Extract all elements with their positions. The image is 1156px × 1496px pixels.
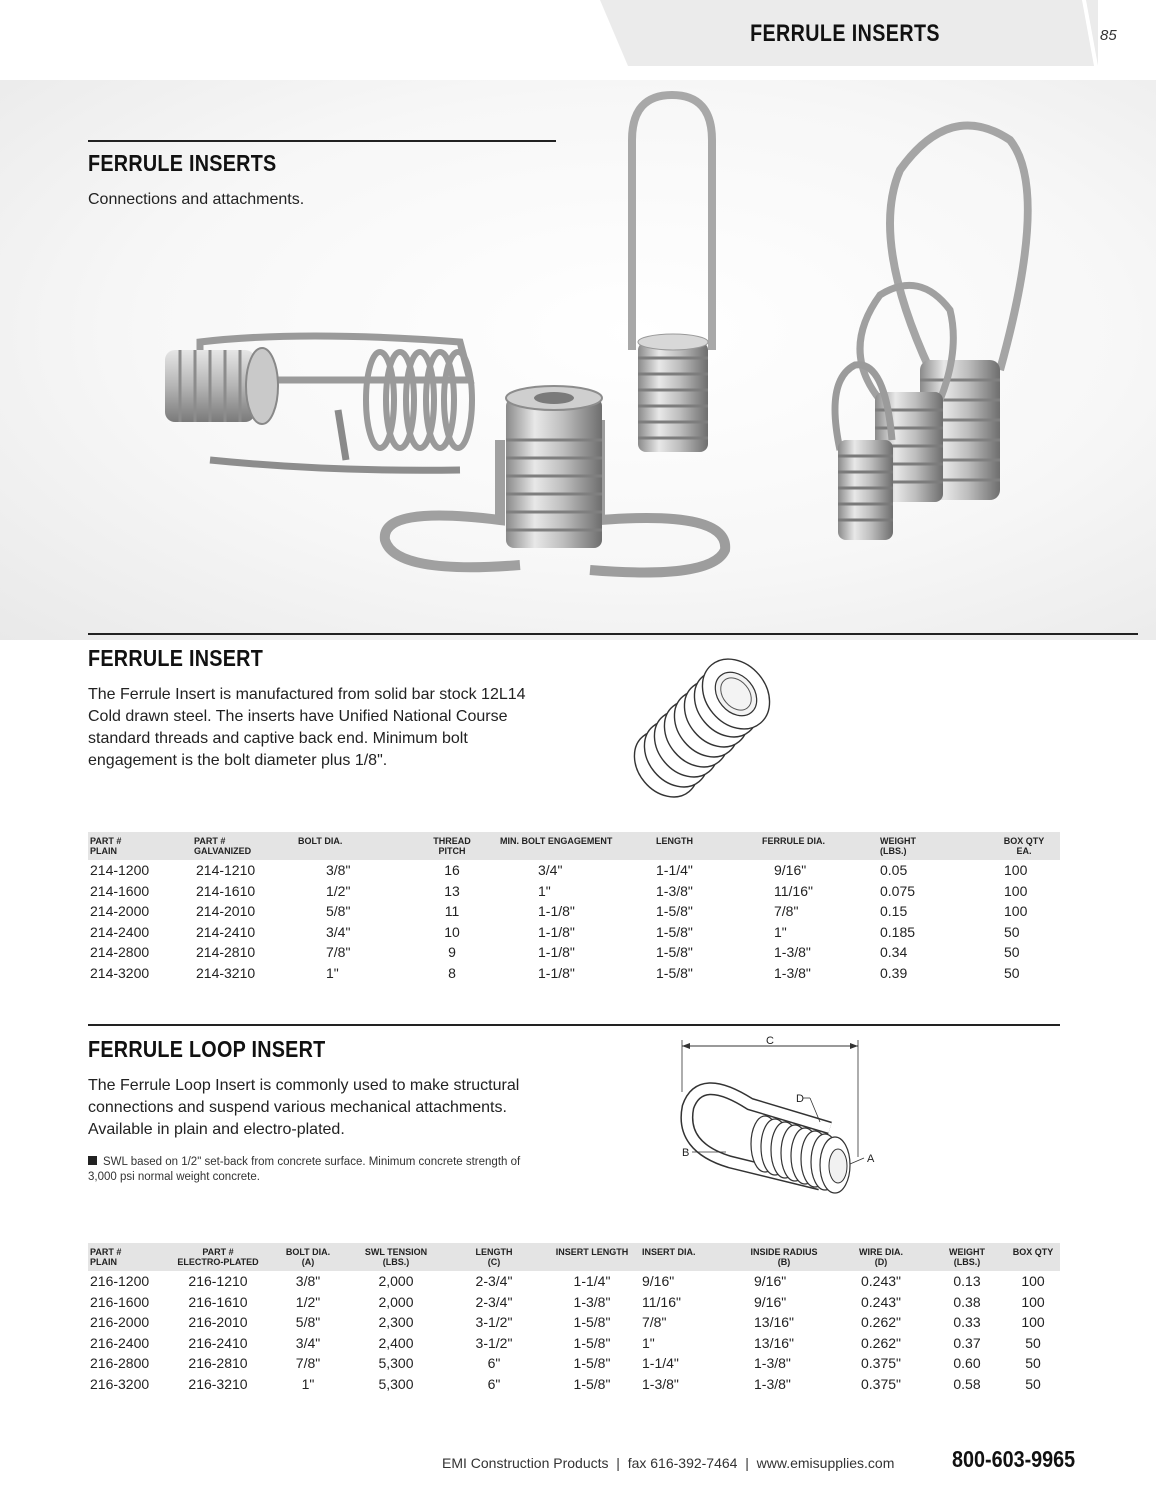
- diagram-label-b: B: [682, 1147, 690, 1159]
- table-cell: 1-5/8": [656, 944, 693, 960]
- diagram-label-c: C: [766, 1035, 774, 1047]
- column-header-part-electro-plated: PART # ELECTRO-PLATED: [168, 1243, 268, 1271]
- table-row: [88, 1333, 1060, 1354]
- table-cell: 100: [1004, 862, 1028, 878]
- table-cell: 214-1610: [196, 882, 256, 899]
- table-cell: 13/16": [754, 1314, 795, 1330]
- table-cell: 3/8": [295, 1273, 321, 1289]
- column-header-ferrule-dia: FERRULE DIA.: [760, 832, 878, 860]
- table-cell: 214-2000: [90, 903, 150, 919]
- table-row: [88, 1374, 1060, 1395]
- table-cell: 0.262": [860, 1334, 901, 1351]
- table-cell: 9: [448, 944, 456, 960]
- table-cell: 0.33: [953, 1314, 981, 1330]
- ferrule-insert-rule: [88, 633, 1138, 635]
- table-cell: 9/16": [774, 862, 807, 878]
- table-cell: 7/8": [642, 1314, 667, 1330]
- spring-ferrule-insert: [165, 336, 472, 470]
- table-cell: 9/16": [754, 1293, 787, 1310]
- table-cell: 8: [448, 964, 456, 981]
- table-cell: 3/4": [538, 862, 563, 878]
- table-cell: 50: [1004, 923, 1020, 940]
- header-title: FERRULE INSERTS: [750, 20, 940, 47]
- table-cell: 216-2000: [90, 1314, 150, 1330]
- table-cell: 50: [1004, 964, 1020, 981]
- table-cell: 214-2010: [196, 903, 256, 919]
- swl-note-text: SWL based on 1/2" set-back from concrete surface. Minimum concrete strength of 3,000 psi normal weight concrete.: [88, 1156, 521, 1183]
- table-cell: 50: [1025, 1375, 1041, 1392]
- table-cell: 216-2810: [188, 1355, 248, 1371]
- table-cell: 1-1/8": [538, 923, 575, 940]
- ferrule-insert-table-header: [88, 832, 1060, 860]
- table-cell: 0.13: [953, 1273, 981, 1289]
- table-cell: 0.15: [880, 903, 908, 919]
- table-cell: 2,000: [378, 1293, 414, 1310]
- table-cell: 216-1210: [188, 1273, 248, 1289]
- table-row: [88, 860, 1060, 881]
- table-row: [88, 881, 1060, 902]
- table-cell: 1/2": [295, 1293, 321, 1310]
- table-cell: 1": [774, 923, 787, 940]
- table-cell: 1-1/8": [538, 964, 575, 981]
- table-cell: 5/8": [326, 903, 351, 919]
- table-cell: 1-5/8": [656, 964, 693, 981]
- ferrule-insert-diagram: [618, 652, 788, 812]
- diagram-label-d: D: [796, 1093, 804, 1105]
- table-cell: 0.34: [880, 944, 908, 960]
- table-cell: 2,400: [378, 1334, 414, 1351]
- table-cell: 1-5/8": [573, 1355, 611, 1371]
- column-header-box-qty: BOX QTY: [1006, 1243, 1060, 1271]
- table-cell: 0.075: [880, 882, 916, 899]
- table-cell: 216-3210: [188, 1375, 248, 1392]
- page-number: 85: [1100, 27, 1117, 44]
- table-cell: 1-5/8": [656, 903, 693, 919]
- table-cell: 0.185: [880, 923, 916, 940]
- table-cell: 16: [444, 862, 460, 878]
- table-cell: 0.243": [860, 1293, 901, 1310]
- table-cell: 100: [1021, 1273, 1045, 1289]
- column-header-thread-pitch: THREAD PITCH: [406, 832, 498, 860]
- table-cell: 1": [642, 1334, 655, 1351]
- table-row: [88, 1312, 1060, 1333]
- table-cell: 50: [1025, 1334, 1041, 1351]
- table-cell: 13: [444, 882, 460, 899]
- table-cell: 216-3200: [90, 1375, 150, 1392]
- table-cell: 7/8": [774, 903, 799, 919]
- table-cell: 13/16": [754, 1334, 795, 1351]
- table-cell: 1-1/4": [642, 1355, 679, 1371]
- column-header-bolt-dia-a: BOLT DIA. (A): [268, 1243, 348, 1271]
- table-cell: 6": [487, 1355, 501, 1371]
- table-cell: 3/8": [326, 862, 351, 878]
- table-cell: 216-2010: [188, 1314, 248, 1330]
- column-header-bolt-dia: BOLT DIA.: [296, 832, 406, 860]
- table-cell: 2,000: [378, 1273, 414, 1289]
- table-cell: 3/4": [295, 1334, 321, 1351]
- table-row: [88, 922, 1060, 943]
- table-cell: 0.262": [860, 1314, 901, 1330]
- column-header-weight: WEIGHT (LBS.): [928, 1243, 1006, 1271]
- table-row: [88, 963, 1060, 984]
- swl-note: [88, 1155, 548, 1185]
- table-cell: 214-2800: [90, 944, 150, 960]
- table-cell: 5/8": [295, 1314, 321, 1330]
- table-row: [88, 1353, 1060, 1374]
- table-cell: 1-3/8": [573, 1293, 611, 1310]
- column-header-length: LENGTH: [654, 832, 760, 860]
- ferrule-insert-description: The Ferrule Insert is manufactured from solid bar stock 12L14 Cold drawn steel. The inserts have Unified National Course standard threads and captive back end. Minimum bolt engagement is the bolt diameter plus 1/8".: [88, 686, 526, 769]
- intro-subtitle: Connections and attachments.: [88, 191, 305, 208]
- table-cell: 0.39: [880, 964, 908, 981]
- column-header-insert-dia: INSERT DIA.: [640, 1243, 734, 1271]
- table-cell: 7/8": [295, 1355, 321, 1371]
- table-cell: 11: [444, 903, 460, 919]
- table-cell: 216-1600: [90, 1293, 150, 1310]
- table-cell: 1-3/8": [754, 1375, 791, 1392]
- table-cell: 214-2400: [90, 923, 150, 940]
- table-cell: 5,300: [378, 1375, 414, 1392]
- table-cell: 10: [444, 923, 460, 940]
- table-cell: 100: [1021, 1293, 1045, 1310]
- table-cell: 214-3210: [196, 964, 256, 981]
- table-row: [88, 1292, 1060, 1313]
- table-cell: 0.243": [860, 1273, 901, 1289]
- table-cell: 1-3/8": [642, 1375, 679, 1392]
- table-row: [88, 901, 1060, 922]
- right-loop-inserts: [835, 125, 1028, 540]
- table-cell: 216-2800: [90, 1355, 150, 1371]
- intro-rule: [88, 140, 556, 142]
- ferrule-loop-insert-title: FERRULE LOOP INSERT: [88, 1036, 326, 1062]
- table-cell: 2,300: [378, 1314, 414, 1330]
- column-header-wire-dia-d: WIRE DIA. (D): [834, 1243, 928, 1271]
- table-cell: 1-5/8": [573, 1375, 611, 1392]
- column-header-part-plain: PART # PLAIN: [88, 832, 192, 860]
- column-header-inside-radius-b: INSIDE RADIUS (B): [734, 1243, 834, 1271]
- table-cell: 0.38: [953, 1293, 981, 1310]
- ferrule-loop-insert-table: [88, 1243, 1060, 1394]
- table-cell: 9/16": [754, 1273, 787, 1289]
- table-cell: 11/16": [642, 1293, 681, 1310]
- table-cell: 3-1/2": [475, 1314, 513, 1330]
- table-cell: 216-2400: [90, 1334, 150, 1351]
- table-cell: 1-1/8": [538, 944, 575, 960]
- table-cell: 214-3200: [90, 964, 150, 981]
- table-cell: 1-1/4": [573, 1273, 611, 1289]
- column-header-min-bolt-engagement: MIN. BOLT ENGAGEMENT: [498, 832, 654, 860]
- column-header-weight: WEIGHT (LBS.): [878, 832, 988, 860]
- table-cell: 1-5/8": [656, 923, 693, 940]
- table-cell: 1-1/8": [538, 903, 575, 919]
- table-cell: 0.375": [860, 1355, 901, 1371]
- table-cell: 1-5/8": [573, 1314, 611, 1330]
- column-header-part-plain: PART # PLAIN: [88, 1243, 168, 1271]
- table-cell: 214-1210: [196, 862, 256, 878]
- table-cell: 1": [538, 882, 551, 899]
- table-cell: 1-3/8": [754, 1355, 791, 1371]
- table-cell: 7/8": [326, 944, 351, 960]
- table-row: [88, 942, 1060, 963]
- ferrule-insert-title: FERRULE INSERT: [88, 645, 264, 671]
- table-cell: 216-2410: [188, 1334, 248, 1351]
- column-header-insert-length: INSERT LENGTH: [544, 1243, 640, 1271]
- table-cell: 100: [1021, 1314, 1045, 1330]
- ferrule-loop-insert-table-header: [88, 1243, 1060, 1271]
- table-cell: 1/2": [326, 882, 351, 899]
- table-cell: 214-2410: [196, 923, 256, 940]
- column-header-length-c: LENGTH (C): [444, 1243, 544, 1271]
- column-header-part-galvanized: PART # GALVANIZED: [192, 832, 296, 860]
- table-row: [88, 1271, 1060, 1292]
- table-cell: 3-1/2": [475, 1334, 513, 1351]
- table-cell: 214-1600: [90, 882, 150, 899]
- table-cell: 1": [301, 1375, 315, 1392]
- table-cell: 0.37: [953, 1334, 981, 1351]
- table-cell: 1-3/8": [774, 964, 811, 981]
- table-cell: 0.58: [953, 1375, 981, 1392]
- table-cell: 50: [1004, 944, 1020, 960]
- table-cell: 1-3/8": [774, 944, 811, 960]
- column-header-box-qty: BOX QTY EA.: [988, 832, 1060, 860]
- diagram-label-a: A: [867, 1153, 875, 1165]
- table-cell: 0.60: [953, 1355, 981, 1371]
- table-cell: 1-3/8": [656, 882, 693, 899]
- table-cell: 0.05: [880, 862, 908, 878]
- table-cell: 214-1200: [90, 862, 150, 878]
- footer-phone: 800-603-9965: [952, 1446, 1076, 1472]
- table-cell: 216-1200: [90, 1273, 150, 1289]
- footer-company-info: EMI Construction Products | fax 616-392-7464 | www.emisupplies.com: [442, 1455, 895, 1471]
- table-cell: 2-3/4": [475, 1273, 513, 1289]
- intro-title: FERRULE INSERTS: [88, 150, 277, 176]
- ferrule-loop-insert-rule: [88, 1024, 1060, 1026]
- ferrule-loop-insert-diagram: [670, 1032, 890, 1222]
- table-cell: 2-3/4": [475, 1293, 513, 1310]
- table-cell: 5,300: [378, 1355, 414, 1371]
- note-bullet-icon: [88, 1156, 97, 1165]
- table-cell: 214-2810: [196, 944, 256, 960]
- table-cell: 100: [1004, 882, 1028, 899]
- table-cell: 9/16": [642, 1273, 675, 1289]
- table-cell: 0.375": [860, 1375, 901, 1392]
- ferrule-loop-insert-description: The Ferrule Loop Insert is commonly used to make structural connections and suspend various mechanical attachments. Available in plain and electro-plated.: [88, 1077, 520, 1138]
- ferrule-insert-table: [88, 832, 1060, 983]
- table-cell: 1": [326, 964, 339, 981]
- table-cell: 50: [1025, 1355, 1041, 1371]
- table-cell: 216-1610: [188, 1293, 248, 1310]
- table-cell: 6": [487, 1375, 501, 1392]
- column-header-swl-tension: SWL TENSION (LBS.): [348, 1243, 444, 1271]
- table-cell: 11/16": [774, 882, 813, 899]
- table-cell: 100: [1004, 903, 1028, 919]
- table-cell: 1-5/8": [573, 1334, 611, 1351]
- table-cell: 3/4": [326, 923, 351, 940]
- table-cell: 1-1/4": [656, 862, 693, 878]
- tall-loop-insert: [632, 95, 712, 452]
